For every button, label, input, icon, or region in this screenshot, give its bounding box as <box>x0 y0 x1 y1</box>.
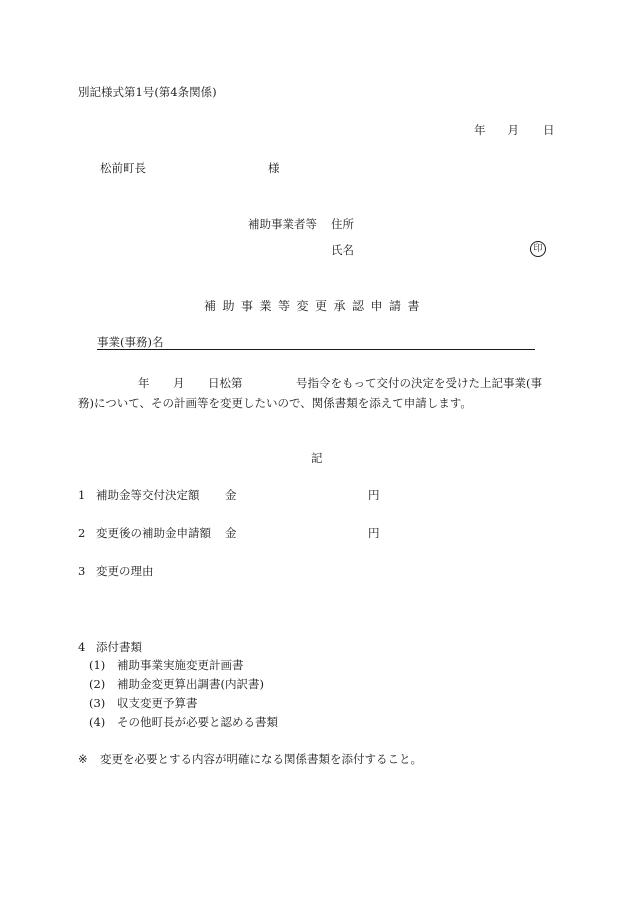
body-line-2: 務)について、その計画等を変更したいので、関係書類を添えて申請します。 <box>78 396 472 410</box>
addressee-name: 松前町長 <box>100 161 146 175</box>
attachment-label: 収支変更予算書 <box>117 696 198 710</box>
attachment-label: 補助金変更算出調書(内訳書) <box>117 677 264 691</box>
attachment-number: (1) <box>89 658 106 672</box>
body-day-no: 日松第 <box>208 376 243 390</box>
attachment-item <box>89 659 244 673</box>
ki-heading: 記 <box>311 451 323 465</box>
name-label: 氏名 <box>331 243 354 257</box>
date-month: 月 <box>507 123 519 137</box>
body-year: 年 <box>138 376 150 390</box>
addressee <box>100 161 280 176</box>
item-number: 3 <box>78 564 86 578</box>
item-label: 補助金等交付決定額 <box>96 488 200 502</box>
attachment-number: (3) <box>89 696 106 710</box>
attachment-item <box>89 697 198 711</box>
seal-icon: 印 <box>530 241 546 257</box>
document-title: 補助事業等変更承認申請書 <box>203 299 426 313</box>
attachment-label: その他町長が必要と認める書類 <box>117 715 278 729</box>
body-go-text: 号指令をもって交付の決定を受けた上記事業(事 <box>296 376 542 390</box>
body-line-1 <box>78 377 558 393</box>
yen-label: 円 <box>368 488 380 502</box>
applicant-type: 補助事業者等 <box>248 217 317 231</box>
attachment-number: (2) <box>89 677 106 691</box>
address-label: 住所 <box>331 217 354 231</box>
form-label: 別記様式第1号(第4条関係) <box>78 85 217 99</box>
date-day: 日 <box>543 123 555 137</box>
item-label: 変更後の補助金申請額 <box>96 526 211 540</box>
project-name-label: 事業(事務)名 <box>97 335 164 349</box>
note-mark: ※ <box>78 752 88 766</box>
item-label: 添付書類 <box>96 640 142 654</box>
attachment-item <box>89 678 264 692</box>
attachment-label: 補助事業実施変更計画書 <box>117 658 244 672</box>
date-line <box>474 124 555 138</box>
addressee-honorific: 様 <box>268 161 280 175</box>
item-number: 2 <box>78 526 86 540</box>
item-change-reason <box>78 565 154 579</box>
item-label: 変更の理由 <box>96 564 154 578</box>
kin-label: 金 <box>225 488 237 502</box>
attachment-item <box>89 716 278 730</box>
item-attachments <box>78 641 142 655</box>
item-decision-amount <box>78 488 380 503</box>
item-number: 1 <box>78 488 86 502</box>
item-revised-amount <box>78 526 380 541</box>
body-month: 月 <box>173 376 185 390</box>
applicant-label <box>248 218 354 232</box>
kin-label: 金 <box>225 526 237 540</box>
project-name-underline <box>97 349 535 350</box>
yen-label: 円 <box>368 526 380 540</box>
note <box>78 753 422 767</box>
date-year: 年 <box>474 123 486 137</box>
attachment-number: (4) <box>89 715 106 729</box>
note-text: 変更を必要とする内容が明確になる関係書類を添付すること。 <box>100 752 422 766</box>
item-number: 4 <box>78 640 86 654</box>
